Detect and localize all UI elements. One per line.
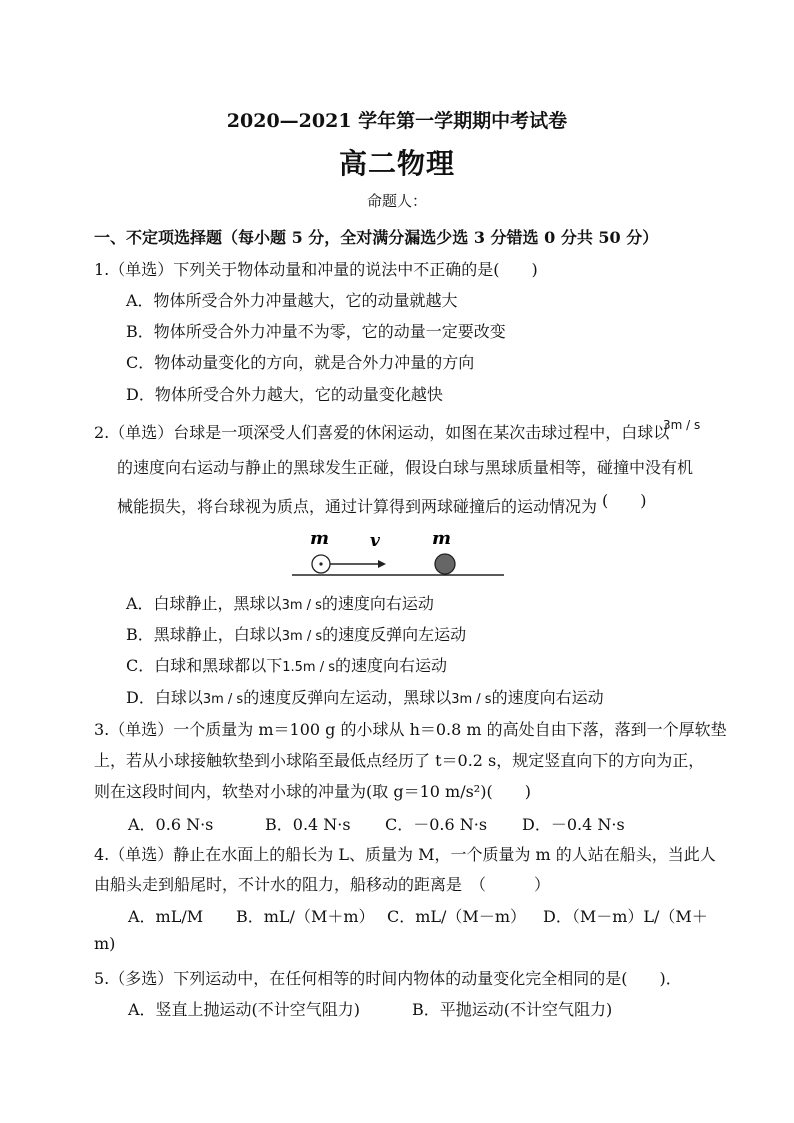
- q4-option-c: C．mL/（M－m）: [387, 907, 526, 926]
- q2-line1: 2.（单选）台球是一项深受人们喜爱的休闲运动，如图在某次击球过程中，白球以: [94, 423, 670, 442]
- q3-option-a: A．0.6 N·s: [128, 815, 214, 834]
- exam-author: 命题人：: [366, 192, 427, 210]
- q4-line1: 4.（单选）静止在水面上的船长为 L、质量为 M，一个质量为 m 的人站在船头，当此人: [94, 845, 716, 864]
- q1-option-a: A．物体所受合外力冲量越大，它的动量就越大: [126, 291, 458, 310]
- q2-option-a: A．白球静止，黑球以3m / s的速度向右运动: [126, 594, 434, 613]
- q4-option-d: D．（M－m）L/（M＋: [543, 907, 708, 926]
- q4-option-b: B．mL/（M＋m）: [236, 907, 375, 926]
- q5-option-a: A．竖直上抛运动(不计空气阻力): [128, 1000, 361, 1019]
- q1-option-c: C．物体动量变化的方向，就是合外力冲量的方向: [126, 353, 475, 372]
- q2-collision-figure: [288, 525, 508, 583]
- q2-line2: 的速度向右运动与静止的黑球发生正碰，假设白球与黑球质量相等，碰撞中没有机: [117, 458, 694, 477]
- fig-mass-left: m: [310, 528, 330, 549]
- q2-answer-paren: ( ): [602, 491, 647, 510]
- q3-line2: 上，若从小球接触软垫到小球陷至最低点经历了 t＝0.2 s，规定竖直向下的方向为正，: [94, 751, 705, 770]
- section-heading: 一、不定项选择题（每小题 5 分，全对满分漏选少选 3 分错选 0 分共 50 分）: [94, 228, 659, 247]
- black-ball: [435, 554, 455, 574]
- exam-subject: 高二物理: [338, 147, 455, 180]
- q2-option-d: D．白球以3m / s的速度反弹向左运动，黑球以3m / s的速度向右运动: [126, 688, 604, 707]
- q4-option-a: A．mL/M: [128, 907, 204, 926]
- q5-stem: 5.（多选）下列运动中，在任何相等的时间内物体的动量变化完全相同的是( )．: [94, 969, 682, 988]
- fig-velocity: v: [370, 531, 380, 551]
- velocity-arrowhead: [378, 560, 386, 568]
- q4-option-d-wrap: m): [94, 934, 116, 953]
- q1-option-d: D．物体所受合外力越大，它的动量变化越快: [126, 385, 443, 404]
- q2-option-c: C．白球和黑球都以下1.5m / s的速度向右运动: [126, 656, 448, 675]
- q3-line3: 则在这段时间内，软垫对小球的冲量为(取 g＝10 m/s²)( ): [94, 782, 531, 801]
- q5-option-b: B．平抛运动(不计空气阻力): [412, 1000, 613, 1019]
- q2-speed-unit: 3m / s: [663, 418, 701, 432]
- q3-option-b: B．0.4 N·s: [265, 815, 351, 834]
- q1-option-b: B．物体所受合外力冲量不为零，它的动量一定要改变: [126, 322, 506, 341]
- q1-stem: 1.（单选）下列关于物体动量和冲量的说法中不正确的是( ): [94, 260, 538, 279]
- q3-option-d: D．－0.4 N·s: [522, 815, 625, 834]
- q2-option-b: B．黑球静止，白球以3m / s的速度反弹向左运动: [126, 625, 467, 644]
- q3-option-c: C．－0.6 N·s: [385, 815, 488, 834]
- q2-line3: 械能损失，将台球视为质点，通过计算得到两球碰撞后的运动情况为: [117, 497, 598, 516]
- q3-line1: 3.（单选）一个质量为 m＝100 g 的小球从 h＝0.8 m 的高处自由下落，落到一个厚软垫: [94, 720, 727, 739]
- q4-line2: 由船头走到船尾时，不计水的阻力，船移动的距离是 （ ）: [94, 875, 551, 894]
- white-ball-center: [319, 562, 322, 565]
- exam-title: 2020—2021 学年第一学期期中考试卷: [226, 110, 568, 132]
- fig-mass-right: m: [432, 528, 452, 549]
